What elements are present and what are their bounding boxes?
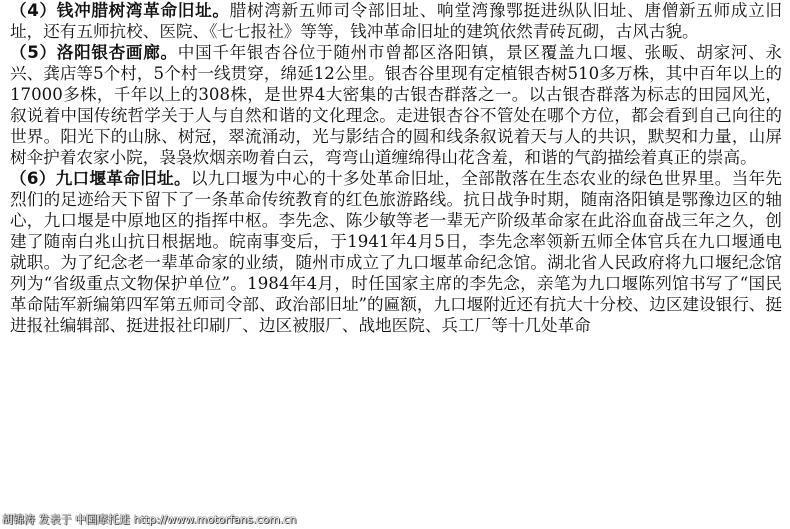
section-4 — [10, 0, 782, 42]
section-6 — [10, 168, 782, 336]
section-5-body: 中国千年银杏谷位于随州市曾都区洛阳镇，景区覆盖九口堰、张畈、胡家河、永兴、龚店等5个村，5个村一线贯穿，绵延12公里。银杏谷里现有定植银杏树510多万株，其中百年以上的17000多株，千年以上的308株，是世界4大密集的古银杏群落之一。以古银杏群落为标志的田园风光，叙说着中国传统哲学关于人与自然和谐的文化理念。走进银杏谷不管处在哪个方位，都会看到自己向往的世界。阳光下的山脉、树冠，翠流涌动，光与影结合的圆和线条叙说着天与人的共识，默契和力量，山屏树伞护着农家小院，袅袅炊烟亲吻着白云，弯弯山道缠绵得山花含羞，和谐的气韵描绘着真正的崇高。 — [10, 43, 783, 167]
section-5-heading: （5）洛阳银杏画廊。 — [10, 43, 178, 62]
document-page — [10, 0, 782, 336]
section-6-heading: （6）九口堰革命旧址。 — [10, 169, 191, 188]
section-4-heading: （4）钱冲腊树湾革命旧址。 — [10, 1, 230, 20]
section-5 — [10, 42, 782, 168]
site-watermark: 胡锦涛 发表于 中国摩托迷 http://www.motorfans.com.cn — [2, 513, 297, 526]
section-4-body: 腊树湾新五师司令部旧址、响堂湾豫鄂挺进纵队旧址、唐僧新五师成立旧址，还有五师抗校、医院、《七七报社》等等，钱冲革命旧址的建筑依然青砖瓦砌，古风古貌。 — [10, 1, 783, 41]
section-6-body: 以九口堰为中心的十多处革命旧址，全部散落在生态农业的绿色世界里。当年先烈们的足迹给天下留下了一条革命传统教育的红色旅游路线。抗日战争时期，随南洛阳镇是鄂豫边区的轴心，九口堰是中原地区的指挥中枢。李先念、陈少敏等老一辈无产阶级革命家在此浴血奋战三年之久，创建了随南白兆山抗日根据地。皖南事变后，于1941年4月5日，李先念率领新五师全体官兵在九口堰通电就职。为了纪念老一辈革命家的业绩，随州市成立了九口堰革命纪念馆。湖北省人民政府将九口堰纪念馆列为“省级重点文物保护单位”。1984年4月，时任国家主席的李先念，亲笔为九口堰陈列馆书写了“国民革命陆军新编第四军第五师司令部、政治部旧址”的匾额，九口堰附近还有抗大十分校、边区建设银行、挺进报社编辑部、挺进报社印刷厂、边区被服厂、战地医院、兵工厂等十几处革命 — [10, 169, 782, 335]
